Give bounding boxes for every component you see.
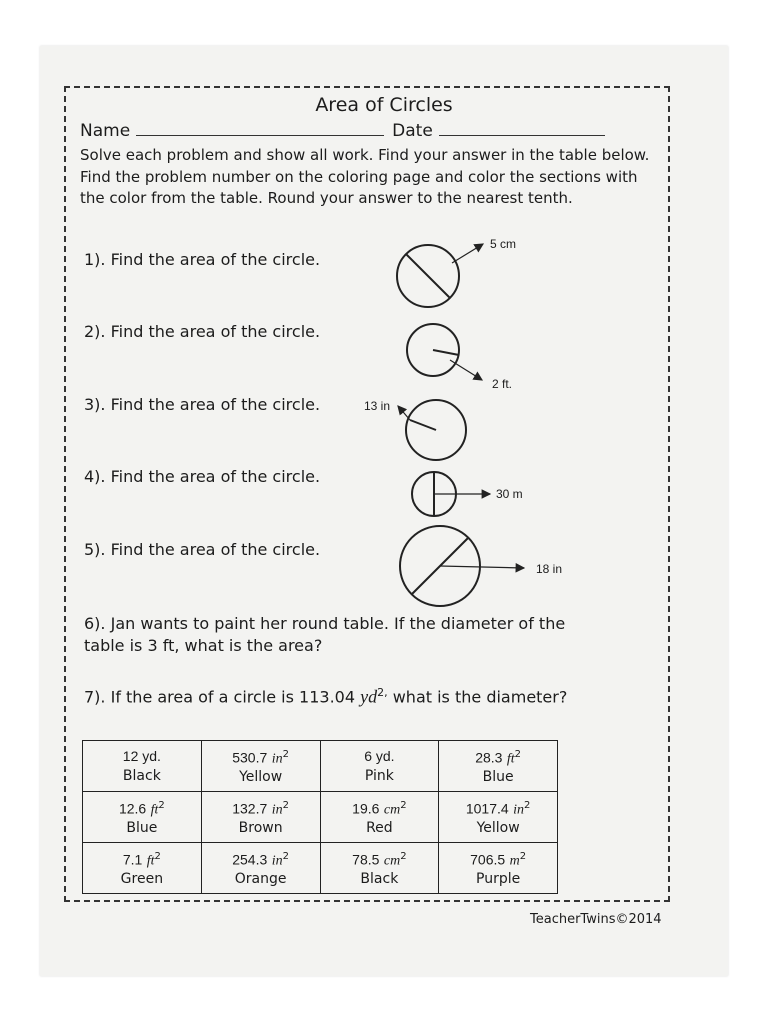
answer-number: 132.7 xyxy=(232,800,268,817)
answer-exponent: 2 xyxy=(282,850,289,862)
answer-table xyxy=(82,740,558,894)
answer-cell xyxy=(201,792,320,843)
answer-color: Blue xyxy=(482,769,514,786)
answer-value xyxy=(83,847,201,871)
answer-number: 706.5 xyxy=(470,851,506,868)
answer-value xyxy=(202,745,320,769)
answer-value xyxy=(321,847,439,871)
answer-value xyxy=(202,796,320,820)
question-7-unit: yd xyxy=(360,686,378,707)
answer-number: 1017.4 xyxy=(465,800,509,817)
answer-exponent: 2 xyxy=(282,748,289,760)
question-4: 4). Find the area of the circle. xyxy=(84,467,321,486)
answer-exponent: 2 xyxy=(519,850,527,862)
answer-exponent: 2 xyxy=(282,799,289,811)
answer-color: Yellow xyxy=(476,820,520,837)
answer-number: 254.3 xyxy=(232,851,268,868)
measurement-30m: 30 m xyxy=(496,487,523,501)
answer-unit: ft xyxy=(150,802,159,818)
question-6-line-1: 6). Jan wants to paint her round table. If the diameter of the xyxy=(84,614,566,633)
answer-cell xyxy=(83,792,202,843)
answer-number: 19.6 xyxy=(352,800,380,817)
answer-exponent: 2 xyxy=(154,850,161,862)
answer-value xyxy=(439,745,557,769)
answer-row xyxy=(83,741,558,792)
answer-cell xyxy=(439,792,558,843)
instructions: Solve each problem and show all work. Find your answer in the table below. Find the problem number on the coloring page and color the sections with the color from the table. Round your answer to the nearest tenth. xyxy=(80,146,650,207)
answer-color: Red xyxy=(366,820,393,837)
answer-unit: cm xyxy=(383,802,401,818)
circle-4 xyxy=(412,472,490,516)
answer-color: Blue xyxy=(126,820,158,837)
answer-value xyxy=(83,747,201,767)
circle-2 xyxy=(407,324,482,380)
answer-color: Yellow xyxy=(239,769,283,786)
answer-color: Pink xyxy=(364,767,394,784)
answer-number: 12.6 xyxy=(118,800,147,817)
circle-1 xyxy=(397,244,483,307)
answer-cell xyxy=(320,843,439,894)
date-label: Date xyxy=(392,121,433,141)
measurement-13in: 13 in xyxy=(364,399,391,413)
answer-color: Brown xyxy=(238,820,283,837)
answer-number: 12 yd. xyxy=(122,747,161,764)
answer-value xyxy=(202,847,320,871)
answer-unit: in xyxy=(513,802,525,818)
answer-unit: ft xyxy=(146,853,155,869)
question-3: 3). Find the area of the circle. xyxy=(84,395,321,414)
answer-exponent: 2 xyxy=(524,799,531,811)
answer-value xyxy=(321,796,439,820)
copyright-footer: TeacherTwins©2014 xyxy=(530,912,662,927)
answer-value xyxy=(83,796,201,820)
answer-exponent: 2 xyxy=(158,799,165,811)
circle-5 xyxy=(400,526,524,606)
circle-3 xyxy=(398,400,466,460)
answer-cell xyxy=(83,843,202,894)
answer-unit: m xyxy=(509,853,520,869)
answer-unit: cm xyxy=(383,853,401,869)
question-1: 1). Find the area of the circle. xyxy=(84,250,321,269)
question-7-start: 7). If the area of a circle is 113.04 xyxy=(84,687,356,707)
answer-unit: in xyxy=(271,802,283,818)
answer-exponent: 2 xyxy=(400,799,407,811)
answer-cell xyxy=(201,843,320,894)
answer-number: 6 yd. xyxy=(364,747,395,764)
answer-unit: in xyxy=(271,853,283,869)
answer-row xyxy=(83,843,558,894)
measurement-18in: 18 in xyxy=(536,562,563,576)
measurement-2ft: 2 ft. xyxy=(492,377,513,391)
answer-value xyxy=(321,747,439,767)
question-7-end: what is the diameter? xyxy=(392,687,568,707)
answer-exponent: 2 xyxy=(514,748,522,760)
worksheet-title: Area of Circles xyxy=(315,94,453,116)
answer-unit: ft xyxy=(506,751,515,767)
answer-color: Green xyxy=(120,871,164,888)
answer-cell xyxy=(201,741,320,792)
answer-number: 530.7 xyxy=(232,749,268,766)
answer-number: 78.5 xyxy=(352,851,380,868)
answer-cell xyxy=(320,792,439,843)
answer-color: Black xyxy=(360,871,399,888)
question-2: 2). Find the area of the circle. xyxy=(84,322,321,341)
answer-cell xyxy=(320,741,439,792)
answer-color: Black xyxy=(122,767,161,784)
answer-number: 28.3 xyxy=(475,749,503,766)
answer-color: Orange xyxy=(234,871,287,888)
question-7-exp: 2, xyxy=(377,686,388,699)
answer-cell xyxy=(439,741,558,792)
answer-unit: in xyxy=(271,751,283,767)
question-6-line-2: table is 3 ft, what is the area? xyxy=(84,636,323,655)
answer-color: Purple xyxy=(476,871,521,888)
answer-value xyxy=(439,796,557,820)
answer-number: 7.1 xyxy=(122,851,143,868)
answer-cell xyxy=(439,843,558,894)
answer-value xyxy=(439,847,557,871)
measurement-5cm: 5 cm xyxy=(490,237,517,251)
answer-exponent: 2 xyxy=(400,850,407,862)
name-label: Name xyxy=(80,121,131,141)
answer-cell xyxy=(83,741,202,792)
answer-row xyxy=(83,792,558,843)
question-5: 5). Find the area of the circle. xyxy=(84,540,321,559)
